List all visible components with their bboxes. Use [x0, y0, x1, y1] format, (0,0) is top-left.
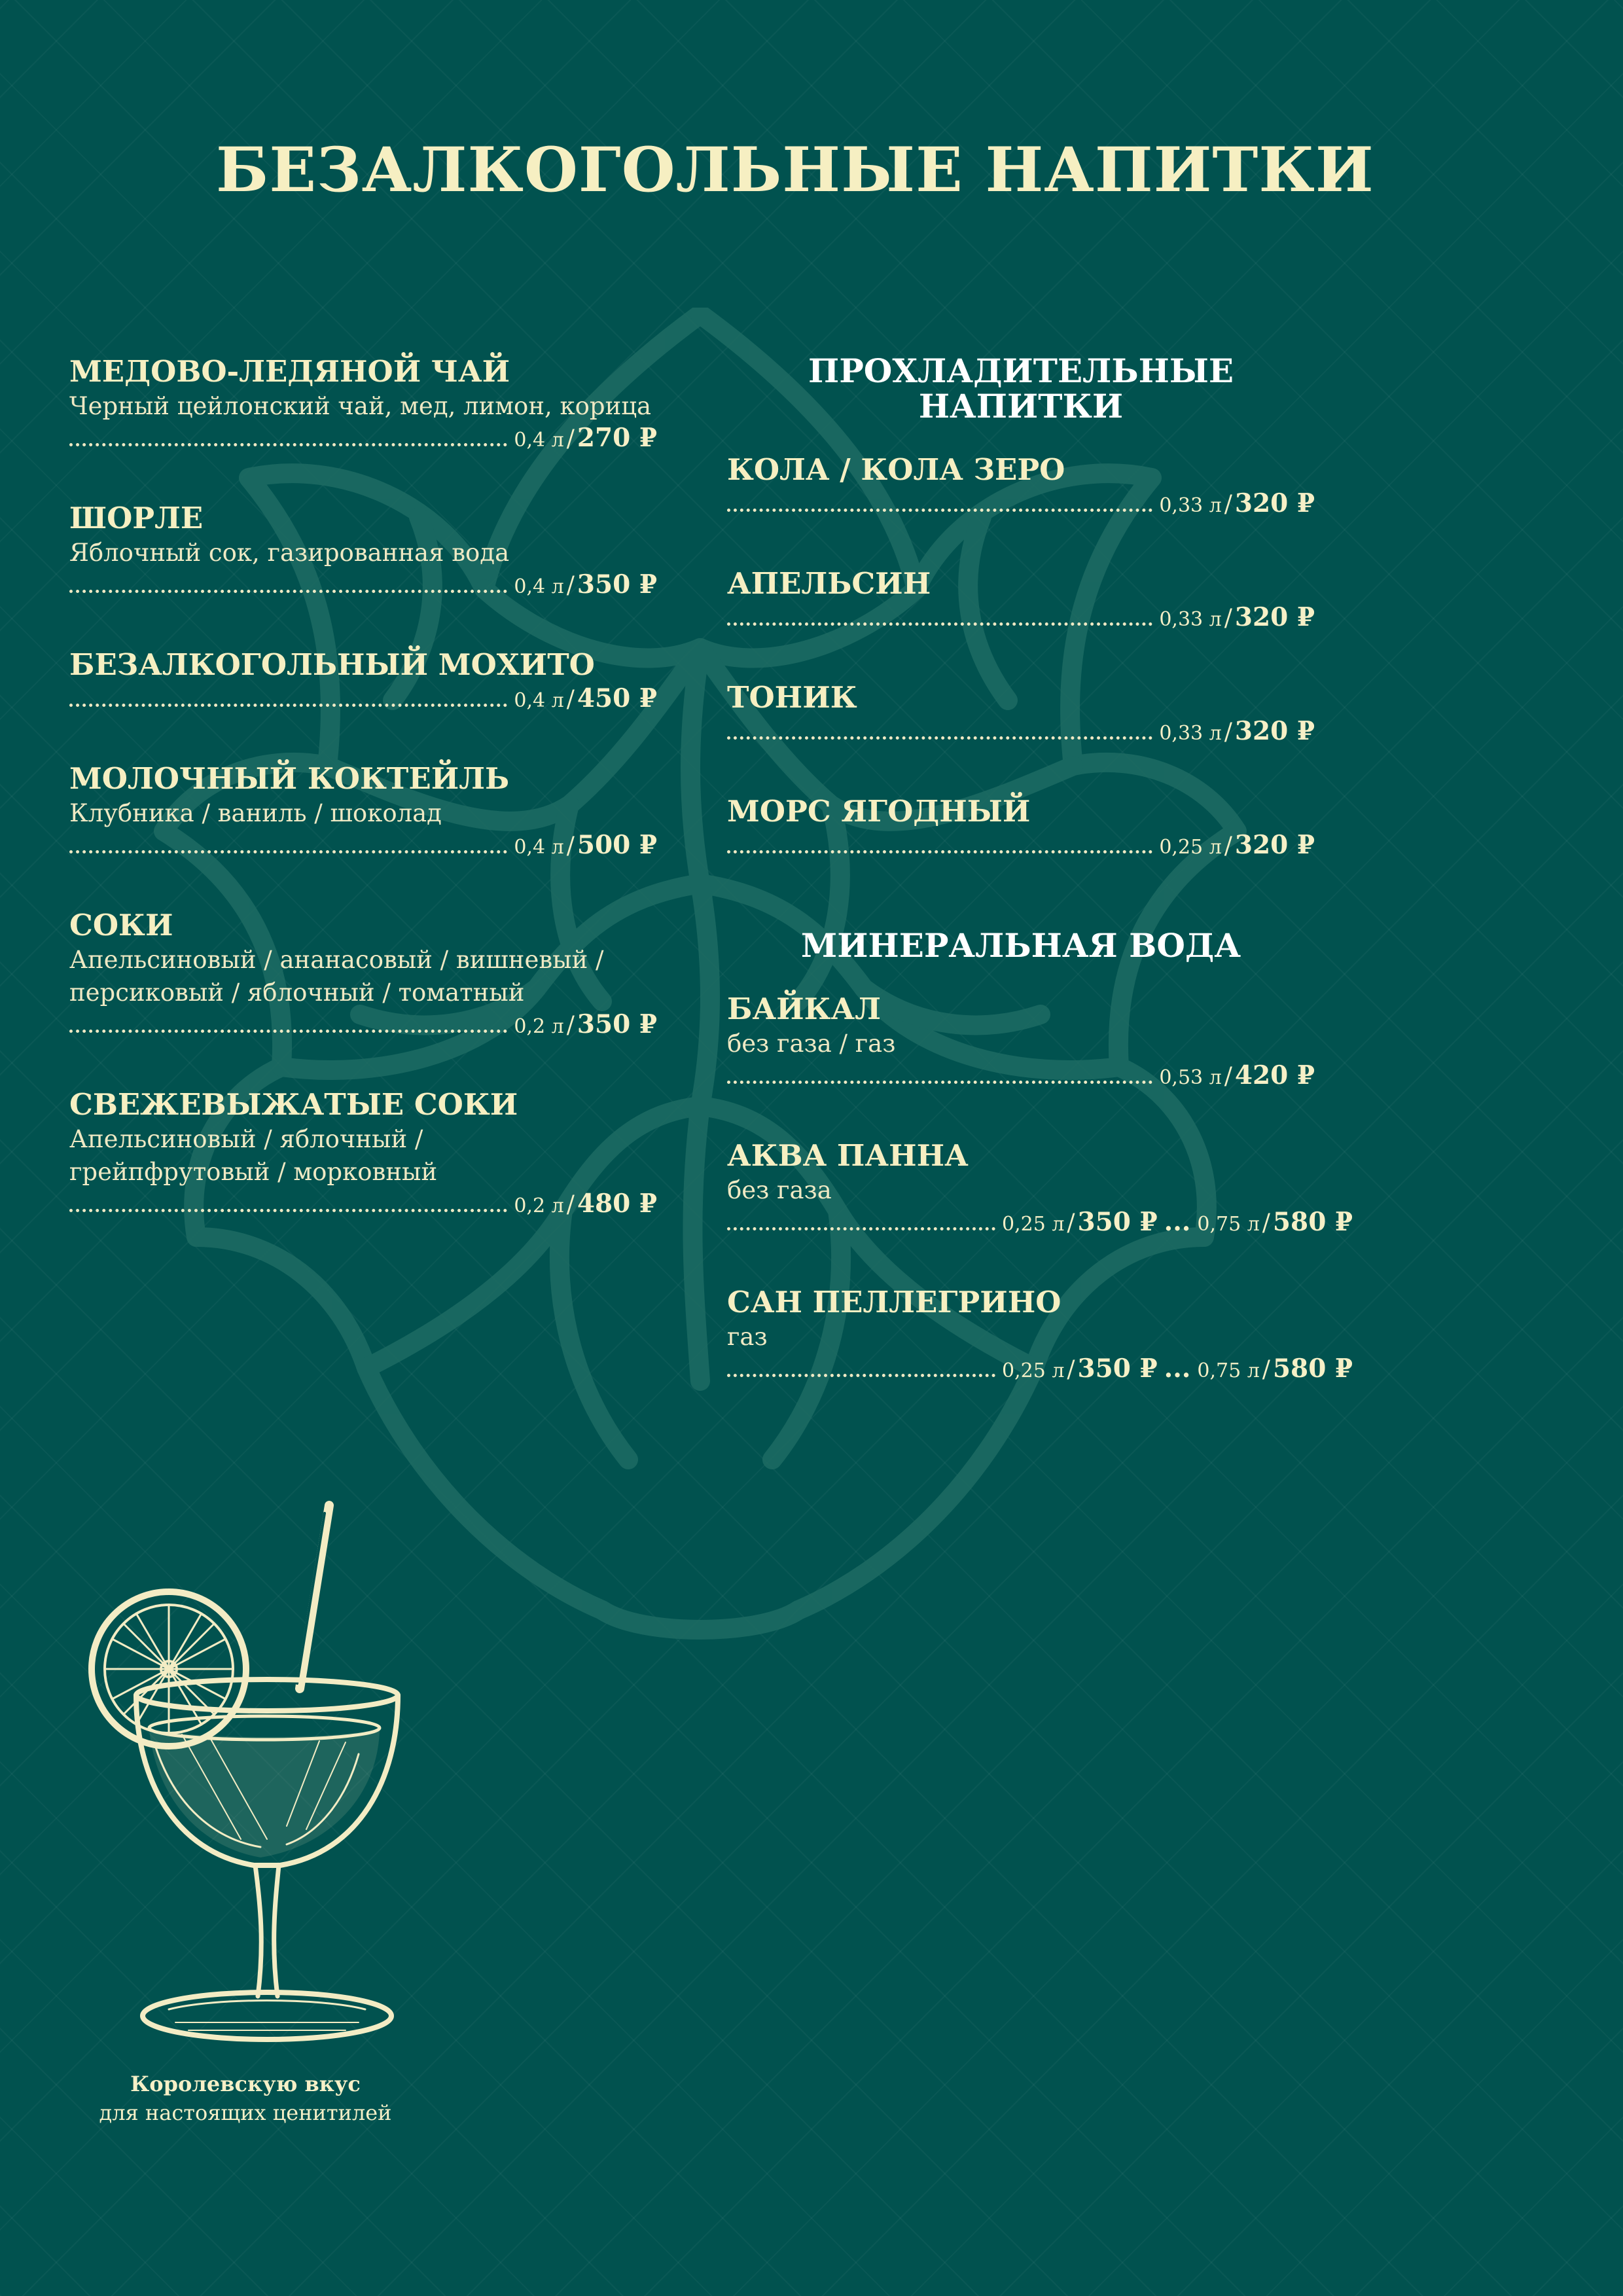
- volume: 0,33 л: [1159, 494, 1222, 517]
- dot-leader: [69, 1030, 507, 1033]
- drinks-left-column: [69, 353, 657, 1266]
- menu-item-description-line: Апельсиновый / ананасовый / вишневый /: [69, 946, 604, 974]
- dot-leader: [727, 1374, 995, 1377]
- volume: 0,2 л: [514, 1015, 564, 1038]
- separator: /: [566, 425, 575, 452]
- separator: /: [1224, 491, 1232, 518]
- separator: /: [566, 686, 575, 713]
- menu-item-name: АПЕЛЬСИН: [727, 566, 931, 601]
- menu-item: [727, 793, 1315, 865]
- price-row: [727, 1060, 1315, 1096]
- volume: 0,4 л: [514, 689, 564, 712]
- menu-item-name: ШОРЛЕ: [69, 501, 204, 535]
- price: 320 ₽: [1234, 716, 1315, 746]
- separator: /: [1067, 1356, 1075, 1383]
- price-row: [727, 830, 1315, 865]
- dot-leader: [69, 1209, 507, 1212]
- menu-item: [727, 1284, 1353, 1389]
- section-title-line: ПРОХЛАДИТЕЛЬНЫЕ: [808, 351, 1234, 390]
- dot-leader: [727, 1227, 995, 1230]
- volume: 0,4 л: [514, 836, 564, 859]
- price-row: [727, 1207, 1353, 1242]
- price: 320 ₽: [1234, 602, 1315, 632]
- price: 420 ₽: [1234, 1060, 1315, 1090]
- price: 500 ₽: [577, 830, 657, 860]
- price-row: [69, 1189, 657, 1224]
- section-title-soft-drinks: [727, 353, 1315, 424]
- separator: /: [1224, 833, 1232, 859]
- section-title-line: НАПИТКИ: [918, 387, 1124, 425]
- volume: 0,75 л: [1197, 1359, 1260, 1382]
- menu-item-description-line: персиковый / яблочный / томатный: [69, 978, 525, 1007]
- price: 350 ₽: [577, 569, 657, 600]
- dot-leader: [727, 622, 1152, 626]
- menu-item: [69, 1086, 657, 1224]
- menu-item-name: ТОНИК: [727, 680, 857, 715]
- dot-leader: [727, 1081, 1152, 1084]
- separator: /: [566, 1012, 575, 1039]
- menu-item: [69, 647, 657, 719]
- separator: /: [1067, 1210, 1075, 1236]
- separator: /: [566, 833, 575, 859]
- separator: /: [1224, 1063, 1232, 1090]
- dot-leader: [727, 509, 1152, 512]
- menu-item: [727, 1138, 1353, 1242]
- tagline: [79, 2070, 412, 2127]
- price-gap: ...: [1164, 1207, 1191, 1237]
- price-row: [727, 1354, 1353, 1389]
- price-row: [69, 830, 657, 865]
- price-row: [69, 683, 657, 719]
- volume: 0,4 л: [514, 575, 564, 598]
- price-row: [727, 716, 1315, 751]
- volume: 0,33 л: [1159, 722, 1222, 745]
- section-title-mineral-water: МИНЕРАЛЬНАЯ ВОДА: [800, 926, 1241, 965]
- menu-item-name: БАЙКАЛ: [727, 992, 881, 1026]
- volume: 0,4 л: [514, 429, 564, 452]
- price-row: [69, 423, 657, 458]
- cocktail-glass-lemon-icon: [71, 1499, 424, 2075]
- dot-leader: [69, 590, 507, 593]
- volume: 0,25 л: [1002, 1213, 1065, 1236]
- price-gap: ...: [1164, 1354, 1191, 1384]
- volume: 0,53 л: [1159, 1066, 1222, 1089]
- volume: 0,75 л: [1197, 1213, 1260, 1236]
- price: 350 ₽: [1077, 1354, 1158, 1384]
- menu-item-description-line: Апельсиновый / яблочный /: [69, 1125, 423, 1153]
- menu-item-name: СОКИ: [69, 908, 173, 942]
- menu-item: [727, 452, 1315, 524]
- separator: /: [1262, 1356, 1270, 1383]
- menu-item: [69, 907, 657, 1045]
- dot-leader: [727, 736, 1152, 740]
- menu-item-name: МОЛОЧНЫЙ КОКТЕЙЛЬ: [69, 761, 510, 796]
- price-row: [727, 602, 1315, 637]
- menu-item-description: газ: [727, 1323, 768, 1351]
- volume: 0,25 л: [1002, 1359, 1065, 1382]
- separator: /: [1224, 605, 1232, 632]
- menu-item-name: СВЕЖЕВЫЖАТЫЕ СОКИ: [69, 1087, 518, 1122]
- menu-item: [69, 761, 657, 865]
- volume: 0,33 л: [1159, 608, 1222, 631]
- dot-leader: [727, 850, 1152, 853]
- menu-item-description: без газа: [727, 1176, 832, 1204]
- dot-leader: [69, 704, 507, 707]
- separator: /: [566, 572, 575, 599]
- price: 320 ₽: [1234, 830, 1315, 860]
- menu-item-name: КОЛА / КОЛА ЗЕРО: [727, 452, 1065, 487]
- dot-leader: [69, 443, 507, 446]
- menu-item-description: Яблочный сок, газированная вода: [69, 539, 510, 567]
- menu-item-name: МОРС ЯГОДНЫЙ: [727, 794, 1031, 829]
- menu-item-description: Клубника / ваниль / шоколад: [69, 799, 442, 827]
- price: 350 ₽: [577, 1009, 657, 1039]
- menu-item: [727, 565, 1315, 637]
- price: 480 ₽: [577, 1189, 657, 1219]
- price: 580 ₽: [1272, 1207, 1353, 1237]
- separator: /: [566, 1191, 575, 1218]
- price: 320 ₽: [1234, 488, 1315, 518]
- menu-item: [727, 679, 1315, 751]
- menu-item-description: Черный цейлонский чай, мед, лимон, корица: [69, 392, 652, 420]
- drinks-right-column: [727, 351, 1353, 1431]
- price: 580 ₽: [1272, 1354, 1353, 1384]
- page-title: БЕЗАЛКОГОЛЬНЫЕ НАПИТКИ: [216, 134, 1374, 206]
- menu-item-description-line: грейпфрутовый / морковный: [69, 1158, 438, 1186]
- tagline-line-1: Королевскую вкус: [130, 2072, 361, 2096]
- dot-leader: [69, 850, 507, 853]
- price-row: [69, 1009, 657, 1045]
- tagline-line-2: для настоящих ценитилей: [99, 2100, 392, 2125]
- price: 270 ₽: [577, 423, 657, 453]
- volume: 0,25 л: [1159, 836, 1222, 859]
- menu-item-name: САН ПЕЛЛЕГРИНО: [727, 1285, 1061, 1319]
- menu-item: [69, 500, 657, 605]
- separator: /: [1224, 719, 1232, 745]
- price-row: [69, 569, 657, 605]
- menu-item: [727, 991, 1315, 1096]
- price: 350 ₽: [1077, 1207, 1158, 1237]
- price-row: [727, 488, 1315, 524]
- separator: /: [1262, 1210, 1270, 1236]
- menu-item-description: без газа / газ: [727, 1030, 896, 1058]
- menu-item-name: АКВА ПАННА: [727, 1138, 969, 1173]
- volume: 0,2 л: [514, 1194, 564, 1217]
- menu-item: [69, 353, 657, 458]
- menu-item-name: МЕДОВО-ЛЕДЯНОЙ ЧАЙ: [69, 354, 510, 389]
- price: 450 ₽: [577, 683, 657, 713]
- menu-item-name: БЕЗАЛКОГОЛЬНЫЙ МОХИТО: [69, 647, 595, 682]
